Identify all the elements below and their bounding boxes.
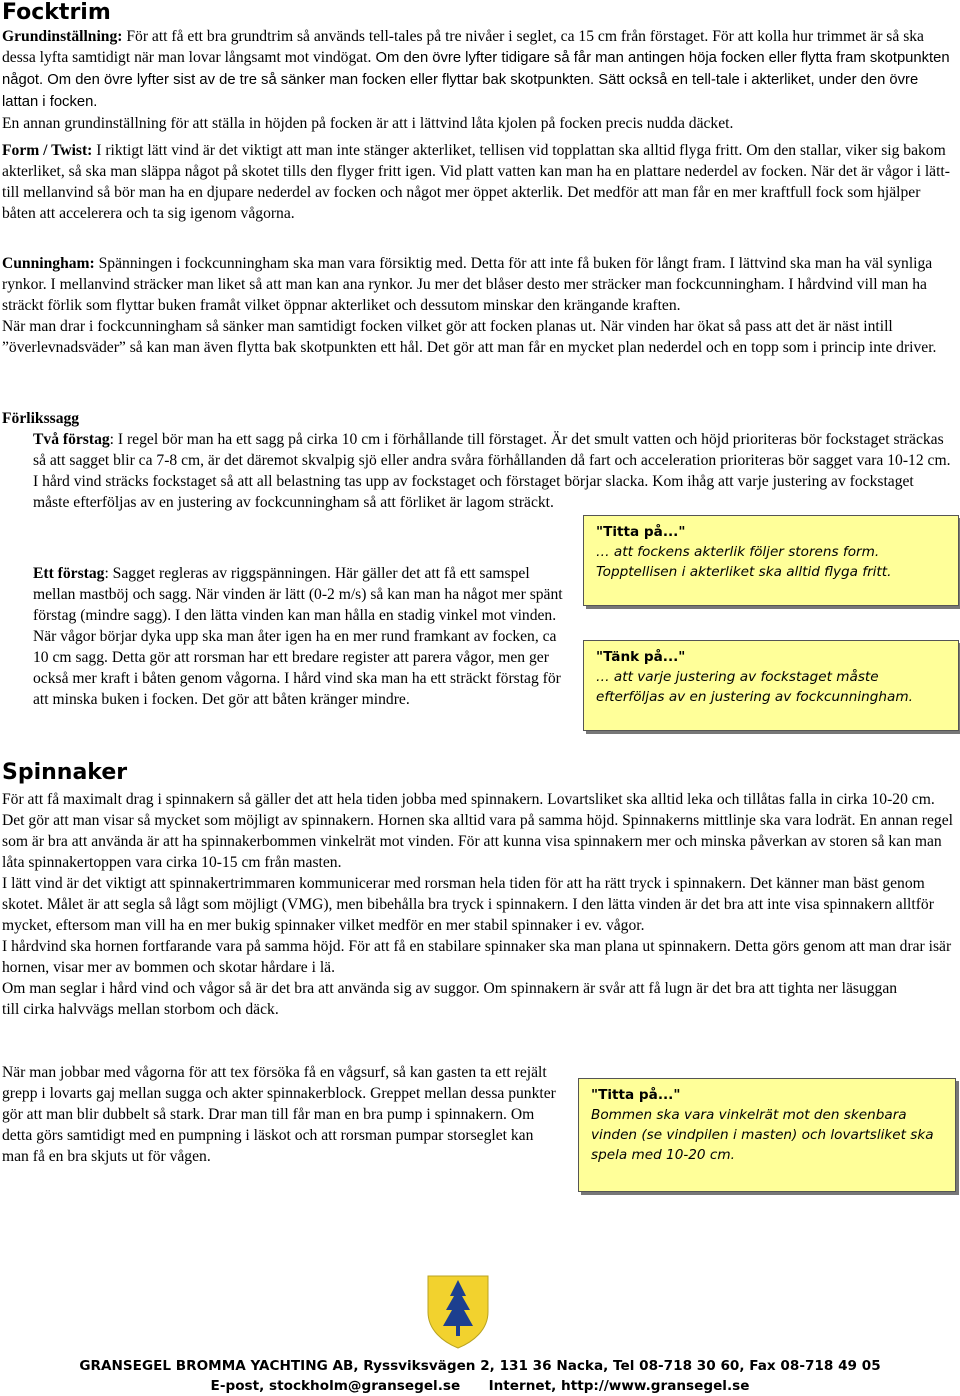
note-title: "Tänk på..."	[596, 649, 686, 665]
two-stag-label: Två förstag	[33, 431, 110, 448]
form-twist-text: I riktigt lätt vind är det viktigt att man inte stänger akterliket, tellisen vid topplattan ska alltid flyga fritt. Om den stallar, viker sig bakom akterliket, så ska man släppa något på skotet tills den flyger fritt igen. Vid platt vatten kan man ha en plattare nederdel av focken. När det är vågor i lätt- till mellanvind så bör man ha en djupare nederdel av focken och något mer öppet akterlik. Det medför att man får en mer kraftfull fock som hjälper båten att accelerera och ta sig igenom vågorna.	[2, 142, 950, 222]
grundinstallning-block	[2, 26, 954, 134]
form-twist-label: Form / Twist:	[2, 142, 93, 159]
section-title-focktrim: Focktrim	[2, 0, 111, 25]
note-title: "Titta på..."	[591, 1087, 681, 1103]
forlikssagg-label: Förlikssagg	[2, 410, 80, 427]
note-text: … att fockens akterlik följer storens form. Topptellisen i akterliket ska alltid flyga fritt.	[596, 544, 892, 580]
footer-contact: E-post, stockholm@gransegel.se Internet, http://www.gransegel.se	[210, 1378, 750, 1394]
spinnaker-paragraph-3: I hårdvind ska hornen fortfarande vara på samma höjd. För att få en stabilare spinnaker ska man plana ut spinnakern. Detta görs genom att man drar isär hornen, visar mer av bommen och skotar hårdare i lä.	[2, 938, 952, 976]
cunningham-text: Spänningen i fockcunningham ska man vara försiktig med. Detta för att inte få buken för långt fram. I lättvind ska man ha väl synliga rynkor. I mellanvind sträcker man liket så att man kan ana rynkor. Ju mer det blåser desto mer sträcker man fockcunningham. I hårdvind vill man ha sträckt förlik som flyttar buken framåt vilket öppnar akterliket och dessutom minskar den krängande kraften.	[2, 255, 933, 314]
spinnaker-paragraph-5-block	[2, 1062, 562, 1167]
spinnaker-paragraph-2: I lätt vind är det viktigt att spinnakertrimmaren kommunicerar med rorsman hela tiden för att ha rätt tryck i spinnakern. Det känner man bäst genom skotet. Målet är att segla så lågt som möjligt (VMG), men bibehålla bra tryck i spinnakern. I den lätta vinden är det bra att inte visa spinnakern alltför mycket, eftersom man vill ha en mer bukig spinnaker vilket medför en mer stabil spinnaker i ev. vågor.	[2, 875, 934, 934]
form-twist-block	[2, 140, 954, 224]
grundinstallning-text: För att få ett bra grundtrim så används tell-tales på tre nivåer i seglet, ca 15 cm från förstaget. För att kolla hur trimmet är så ska dessa lyfta samtidigt när man lovar långsamt mot vindögat.	[2, 28, 924, 66]
cunningham-text-2: När man drar i fockcunningham så sänker man samtidigt focken vilket gör att focken planas ut. När vinden har ökat så pass att det är näst intill ”överlevnadsväder” så kan man även flytta bak skotpunkten ett hål. Det gör att man får en mycket plan nederdel och en topp som i princip inte driver.	[2, 318, 937, 356]
grundinstallning-text-3: En annan grundinställning för att ställa in höjden på focken är att i lättvind låta kjolen på focken precis nudda däcket.	[2, 115, 734, 132]
forlikssagg-heading	[2, 408, 954, 429]
note-tank-pa	[583, 640, 959, 731]
grundinstallning-text-2: Om den övre lyfter tidigare så får man antingen höja focken eller flytta fram skotpunkten något. Om den övre lyfter sist av de tre så sänker man focken eller flyttar bak skotpunkten. Sätt också en tell-tale i akterliket, under den övre lattan i focken.	[2, 50, 950, 110]
two-stag-block	[33, 429, 953, 513]
footer-address: GRANSEGEL BROMMA YACHTING AB, Ryssviksvägen 2, 131 36 Nacka, Tel 08-718 30 60, Fax 08-718 49 05	[79, 1358, 881, 1374]
section-title-spinnaker: Spinnaker	[2, 760, 128, 785]
note-titta-pa-1	[583, 515, 959, 606]
cunningham-label: Cunningham:	[2, 255, 95, 272]
gransegel-logo-icon	[423, 1270, 493, 1350]
spinnaker-paragraph-1: För att få maximalt drag i spinnakern så gäller det att hela tiden jobba med spinnakern. Lovartsliket ska alltid leka och tillåtas falla in cirka 10-20 cm. Det gör att man visar så mycket som möjligt av spinnakern. Hornen ska alltid vara på samma höjd. Spinnakerns mittlinje ska vara lodrät. En annan regel som är bra att använda är att ha spinnakerbommen vinkelrät mot vinden. För att kunna visa spinnakern mer och minska påverkan av storen så kan man låta spinnakertoppen vara cirka 10-15 cm från masten.	[2, 791, 953, 871]
one-stag-label: Ett förstag	[33, 565, 105, 582]
spinnaker-paragraph-4: Om man seglar i hård vind och vågor så är det bra att använda sig av suggor. Om spinnakern är svår att få lugn är det bra att tighta ner läsuggan till cirka halvvägs mellan storbom och däck.	[2, 980, 898, 1018]
one-stag-block	[33, 563, 563, 710]
note-text: … att varje justering av fockstaget måste efterföljas av en justering av fockcunningham.	[596, 669, 913, 705]
note-text: Bommen ska vara vinkelrät mot den skenbara vinden (se vindpilen i masten) och lovartsliket ska spela med 10-20 cm.	[591, 1107, 934, 1163]
note-titta-pa-2	[578, 1078, 956, 1192]
note-title: "Titta på..."	[596, 524, 686, 540]
two-stag-text: : I regel bör man ha ett sagg på cirka 10 cm i förhållande till förstaget. Är det smult vatten och höjd prioriteras bör fockstaget sträckas så att sagget blir ca 7-8 cm, är det däremot skvalpig sjö eller andra svåra förhållanden då fart och acceleration prioriteras bör sagget vara 10-12 cm. I hård vind sträcks fockstaget så att all belastning tas upp av fockstaget och förstaget börjar slacka. Kom ihåg att varje justering av fockstaget måste efterföljas av en justering av fockcunningham så att förliket är lagom sträckt.	[33, 431, 951, 511]
one-stag-text: : Sagget regleras av riggspänningen. Här gäller det att få ett samspel mellan mastböj och sagg. När vinden är lätt (0-2 m/s) så kan man ha något mer spänt förstag (mindre sagg). I den lätta vinden kan man hålla en stadig vinkel mot vinden. När vågor börjar dyka upp ska man åter igen ha en mer rund framkant av focken, ca 10 cm sagg. Detta gör att rorsman har ett bredare register att parera vågor, men ger också mer kraft i båten genom vågorna. I hård vind ska man ha ett sträckt förstag för att minska buken i focken. Det gör att båten kränger mindre.	[33, 565, 563, 708]
spinnaker-block	[2, 789, 954, 1020]
spinnaker-paragraph-5: När man jobbar med vågorna för att tex försöka få en vågsurf, så kan gasten ta ett rejält grepp i lovarts gaj mellan sugga och akter spinnakerblock. Greppet mellan dessa punkter gör att man blir dubbelt så stark. Drar man till får man en bra pump i spinnakern. Om detta görs samtidigt med en pumpning i läskot och att rorsman pumpar storseglet kan man få en bra skjuts ut för vågen.	[2, 1064, 556, 1165]
cunningham-block	[2, 253, 954, 358]
grundinstallning-label: Grundinställning:	[2, 28, 123, 45]
